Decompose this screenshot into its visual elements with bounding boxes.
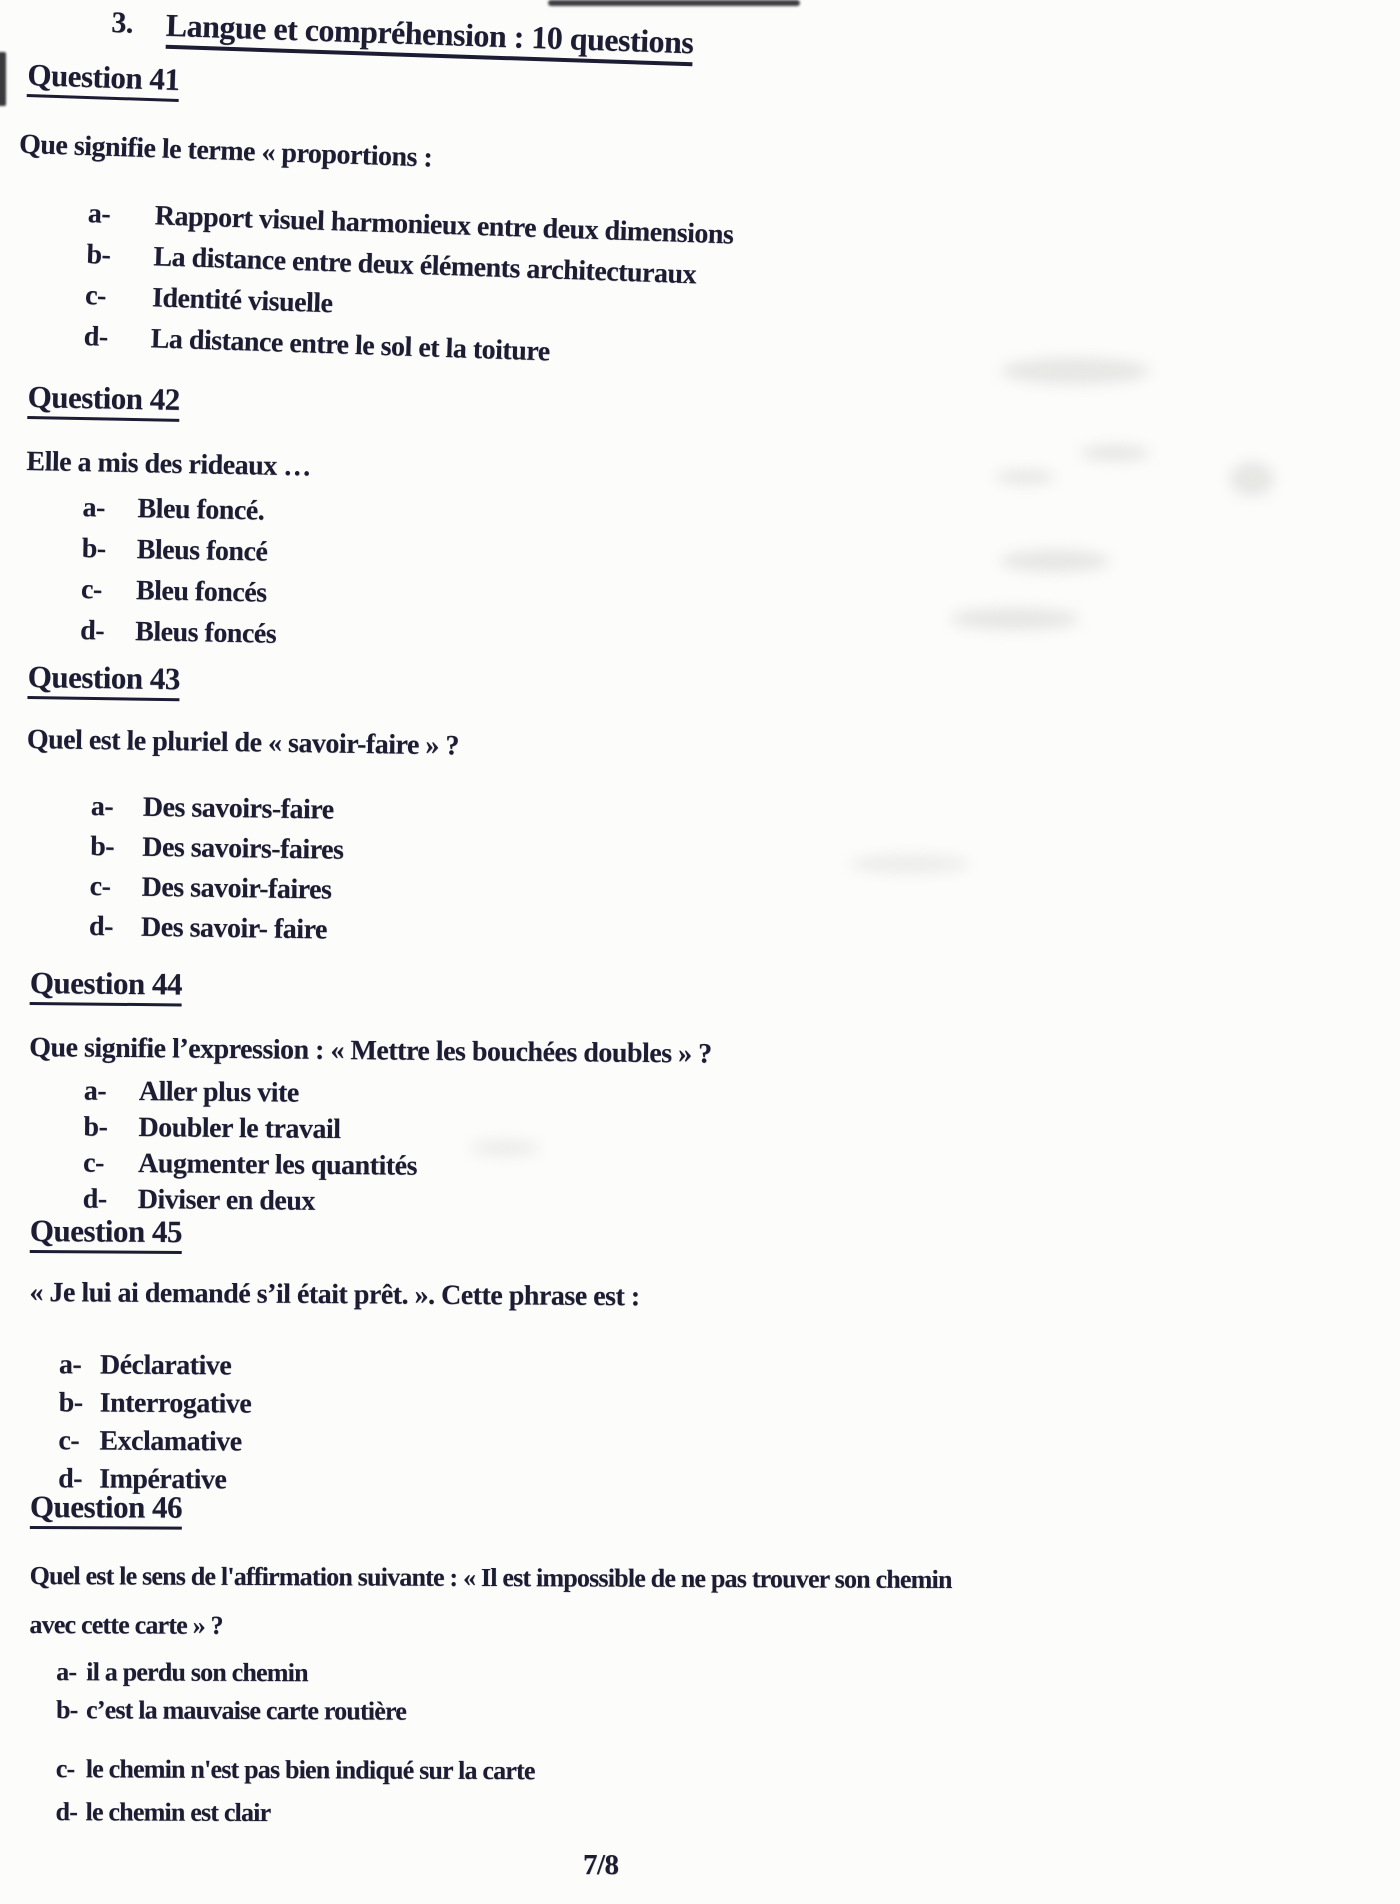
option-text: le chemin n'est pas bien indiqué sur la carte xyxy=(85,1754,535,1786)
prompt-line: Que signifie le terme « proportions : xyxy=(18,128,433,174)
option-text: Doubler le travail xyxy=(138,1112,341,1145)
option-text: Identité visuelle xyxy=(151,282,334,320)
scan-artifact xyxy=(1000,358,1150,384)
option-text: Interrogative xyxy=(99,1387,252,1420)
prompt-line: Que signifie l’expression : « Mettre les bouchées doubles » ? xyxy=(29,1031,712,1070)
option-text: Des savoirs-faire xyxy=(142,791,334,826)
option-text: Diviser en deux xyxy=(137,1184,316,1217)
option-a xyxy=(29,1346,639,1388)
question-43-heading: Question 43 xyxy=(27,660,180,701)
scan-artifact xyxy=(950,608,1080,630)
question-43-options xyxy=(24,786,458,952)
option-b xyxy=(24,527,309,573)
option-letter: a- xyxy=(87,198,111,230)
option-text: Rapport visuel harmonieux entre deux dimensions xyxy=(154,200,734,251)
question-46-heading: Question 46 xyxy=(30,1490,182,1530)
option-text: Bleu foncés xyxy=(135,575,267,609)
option-letter: a- xyxy=(82,492,106,524)
option-letter: c- xyxy=(55,1754,75,1784)
option-letter: c- xyxy=(58,1425,80,1457)
prompt-line: « Je lui ai demandé s’il était prêt. ». Cette phrase est : xyxy=(29,1276,640,1313)
option-c xyxy=(28,1422,638,1464)
option-letter: d- xyxy=(58,1463,83,1495)
option-text: Bleus foncés xyxy=(134,616,277,650)
option-text: Bleus foncé xyxy=(136,534,268,568)
section-number: 3. xyxy=(110,6,134,40)
option-letter: b- xyxy=(58,1387,83,1419)
scan-artifact xyxy=(850,855,970,873)
option-text: La distance entre le sol et la toiture xyxy=(150,323,551,368)
prompt-line: Quel est le pluriel de « savoir-faire » ? xyxy=(26,723,460,762)
question-45-heading: Question 45 xyxy=(30,1214,182,1254)
question-43-block xyxy=(24,660,460,952)
scan-artifact xyxy=(0,52,6,106)
question-41-heading: Question 41 xyxy=(27,58,180,102)
question-43-prompt xyxy=(27,723,460,763)
option-text: Exclamative xyxy=(99,1425,242,1458)
prompt-line: Quel est le sens de l'affirmation suivante : « Il est impossible de ne pas trouver son chemin xyxy=(29,1560,952,1595)
option-d xyxy=(23,609,308,655)
option-letter: c- xyxy=(82,1147,105,1179)
option-b xyxy=(29,1384,639,1426)
question-42-heading: Question 42 xyxy=(27,380,180,422)
option-text: Augmenter les quantités xyxy=(137,1148,418,1182)
prompt-line: avec cette carte » ? xyxy=(29,1609,223,1640)
option-letter: b- xyxy=(90,830,115,863)
option-letter: a- xyxy=(83,1075,107,1107)
scan-artifact xyxy=(1230,462,1274,496)
question-42-prompt xyxy=(26,445,311,484)
option-b xyxy=(29,1691,951,1733)
question-41-options xyxy=(18,191,734,378)
option-letter: a- xyxy=(56,1657,77,1687)
option-text: c’est la mauvaise carte routière xyxy=(85,1695,407,1726)
option-letter: d- xyxy=(83,321,109,353)
option-letter: d- xyxy=(82,1183,107,1215)
option-letter: a- xyxy=(90,790,114,823)
option-letter: d- xyxy=(55,1797,78,1827)
option-text: La distance entre deux éléments architecturaux xyxy=(152,241,697,291)
option-text: Bleu foncé. xyxy=(137,493,265,527)
scan-artifact xyxy=(1000,550,1110,572)
option-letter: b- xyxy=(81,533,106,565)
option-c xyxy=(24,866,457,912)
question-44-block xyxy=(28,966,713,1224)
section-title: Langue et compréhension : 10 questions xyxy=(165,8,694,66)
question-42-block xyxy=(23,380,312,655)
page-number: 7/8 xyxy=(583,1849,619,1881)
question-42-options xyxy=(23,486,310,655)
option-letter: d- xyxy=(79,615,105,647)
option-text: Des savoir-faires xyxy=(141,871,332,906)
option-letter: c- xyxy=(84,280,107,312)
question-44-heading: Question 44 xyxy=(30,966,182,1006)
option-letter: c- xyxy=(80,574,103,606)
option-c xyxy=(24,568,309,614)
section-heading xyxy=(111,6,694,66)
scan-artifact xyxy=(548,0,800,6)
option-b xyxy=(25,826,458,872)
question-45-block xyxy=(28,1214,640,1502)
question-44-prompt xyxy=(29,1031,712,1072)
question-46-options xyxy=(29,1653,952,1835)
scan-artifact xyxy=(1080,445,1150,461)
option-letter: b- xyxy=(55,1695,78,1725)
option-text: Des savoirs-faires xyxy=(142,831,344,866)
question-41-prompt xyxy=(19,128,737,186)
option-letter: d- xyxy=(88,910,114,943)
option-text: Déclarative xyxy=(99,1349,232,1382)
option-a xyxy=(25,486,310,532)
option-text: Aller plus vite xyxy=(138,1076,299,1109)
option-d xyxy=(24,906,457,952)
question-45-options xyxy=(28,1346,639,1502)
question-46-block xyxy=(29,1490,953,1835)
option-letter: c- xyxy=(89,870,111,903)
question-41-block xyxy=(18,58,738,378)
scan-artifact xyxy=(995,470,1055,484)
option-a xyxy=(29,1653,951,1695)
option-text: Des savoir- faire xyxy=(140,911,328,946)
question-44-options xyxy=(28,1073,712,1224)
question-46-prompt xyxy=(29,1551,951,1653)
option-text: il a perdu son chemin xyxy=(86,1657,308,1688)
option-d xyxy=(29,1793,951,1835)
option-a xyxy=(26,786,459,832)
question-45-prompt xyxy=(29,1276,639,1314)
prompt-line: Elle a mis des rideaux … xyxy=(26,445,312,483)
option-c xyxy=(29,1750,951,1792)
option-letter: b- xyxy=(83,1111,108,1143)
option-letter: a- xyxy=(58,1349,82,1381)
option-text: Impérative xyxy=(99,1463,227,1496)
option-text: le chemin est clair xyxy=(85,1797,271,1828)
option-letter: b- xyxy=(86,239,111,271)
